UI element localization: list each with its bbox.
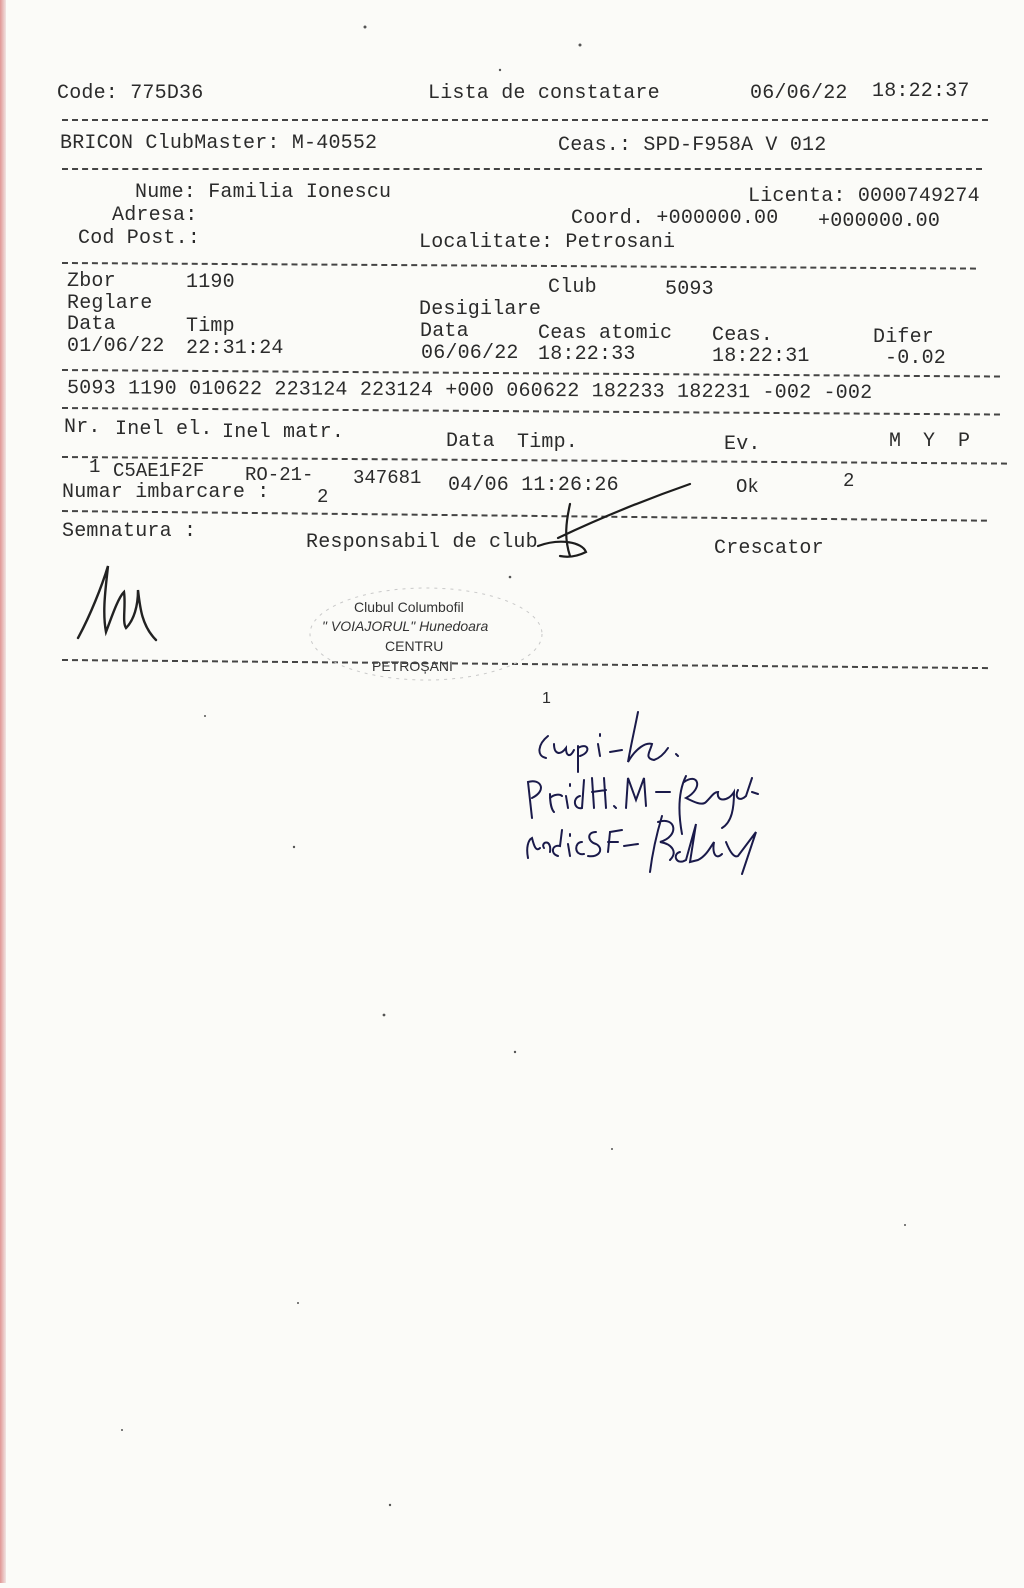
col-ev: Ev.	[724, 433, 761, 456]
code-line: 5093 1190 010622 223124 223124 +000 060622 182233 182231 -002 -002	[66, 377, 873, 405]
stamp-line-4: PETROȘANI	[372, 658, 453, 674]
postcode-label: Cod Post.:	[78, 227, 201, 250]
col-inel-el: Inel el.	[115, 418, 213, 441]
stamp-line-2: " VOIAJORUL" Hunedoara	[322, 618, 489, 634]
stamp-line-1: Clubul Columbofil	[354, 599, 464, 615]
address-label: Adresa:	[112, 204, 198, 227]
owner-name: Nume: Familia Ionescu	[135, 181, 392, 204]
club-value: 5093	[665, 278, 714, 301]
col-data: Data	[446, 430, 495, 453]
coordinates: Coord. +000000.00	[571, 207, 779, 230]
signature-label: Semnatura :	[62, 520, 197, 543]
data-label: Data	[67, 313, 116, 336]
row-ev: Ok	[736, 476, 759, 498]
desigilare-label: Desigilare	[419, 298, 542, 321]
row-nr: 1	[89, 456, 101, 478]
row-extra: 2	[843, 470, 855, 492]
boarding-label: Numar imbarcare :	[62, 481, 270, 504]
col-timp: Timp.	[517, 431, 579, 454]
difer-label: Difer	[873, 326, 935, 349]
col-y: Y	[923, 430, 936, 453]
col-inel-matr: Inel matr.	[222, 421, 345, 444]
row-inel-matr-a: RO-21-	[245, 464, 314, 486]
difer-value: -0.02	[885, 347, 947, 370]
club-responsible-label: Responsabil de club	[306, 531, 538, 554]
document-title: Lista de constatare	[428, 82, 660, 105]
reglare-date: 01/06/22	[67, 335, 165, 358]
breeder-label: Crescator	[714, 537, 824, 560]
ceas-time: 18:22:31	[712, 345, 810, 368]
boarding-value: 2	[317, 486, 329, 508]
row-data-timp: 04/06 11:26:26	[448, 474, 619, 497]
zbor-label: Zbor	[67, 270, 116, 293]
header-date: 06/06/22	[750, 82, 848, 105]
club-label: Club	[548, 276, 597, 299]
col-nr: Nr.	[64, 416, 101, 439]
clock-model: Ceas.: SPD-F958A V 012	[558, 134, 827, 157]
row-inel-matr-b: 347681	[353, 467, 422, 489]
stamp-line-3: CENTRU	[385, 638, 444, 654]
reglare-time: 22:31:24	[186, 337, 284, 360]
timp-label: Timp	[186, 315, 235, 338]
clubmaster-device: BRICON ClubMaster: M-40552	[60, 132, 378, 155]
desigilare-date: 06/06/22	[421, 342, 519, 365]
header-time: 18:22:37	[872, 80, 970, 103]
zbor-value: 1190	[186, 271, 235, 294]
row-inel-el: C5AE1F2F	[113, 460, 205, 482]
atomic-time: 18:22:33	[538, 343, 636, 366]
col-m: M	[889, 430, 902, 453]
data-label-2: Data	[420, 320, 469, 343]
locality: Localitate: Petrosani	[419, 231, 676, 254]
page-number: 1	[542, 690, 551, 707]
code-label: Code: 775D36	[57, 82, 204, 105]
coordinates-second: +000000.00	[818, 210, 941, 233]
ceas-atomic-label: Ceas atomic	[538, 322, 673, 345]
ceas-label: Ceas.	[712, 324, 774, 347]
license-number: Licenta: 0000749274	[748, 185, 980, 208]
reglare-label: Reglare	[67, 292, 153, 315]
col-p: P	[958, 430, 971, 453]
